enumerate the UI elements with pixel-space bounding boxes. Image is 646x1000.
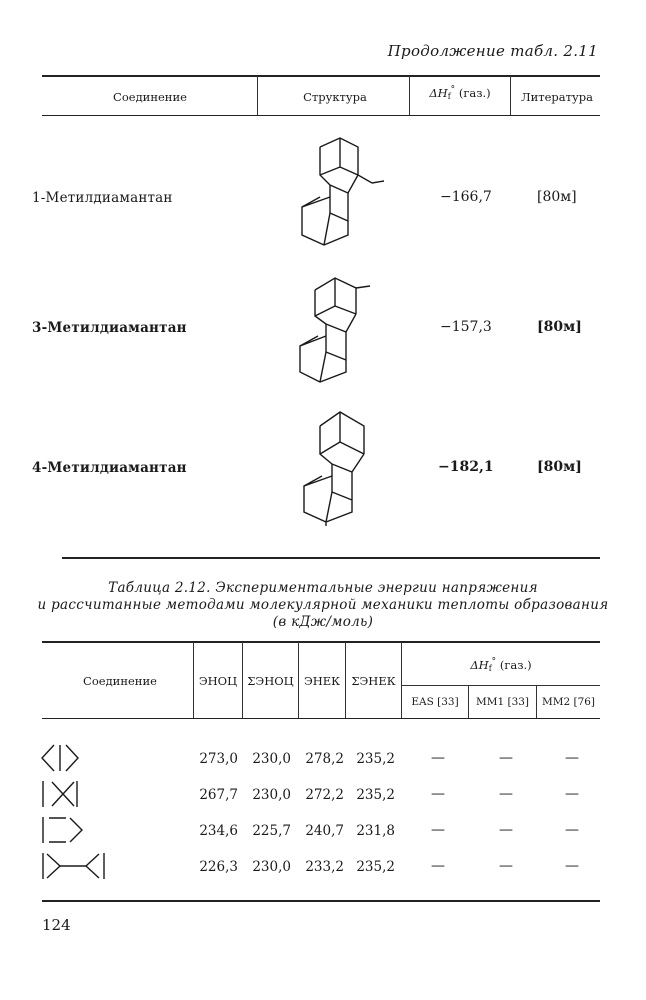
table2-header-mm2: MM2 [76] [541,696,596,708]
table1-header-dhf: $\Delta H_f^\circ$ (газ.) [429,85,491,101]
table2-row1-enek: 278,2 [305,751,344,767]
table2-row4-enoc: 226,3 [199,859,238,875]
table2-row1-sum-enek: 235,2 [356,751,395,767]
continuation-caption: Продолжение табл. 2.11 [387,42,598,60]
table2-row3-enek: 240,7 [305,823,344,839]
table2-row3-sum-enoc: 225,7 [252,823,291,839]
table2-header-enoc: ЭНОЦ [198,674,238,688]
table2-caption-line3: (в кДж/моль) [272,614,374,630]
structure-row2 [40,778,80,810]
table2-row3-sum-enek: 231,8 [356,823,395,839]
table1-row3-literature: [80м] [537,459,582,475]
table2-row3-enoc: 234,6 [199,823,238,839]
table2-header-dhf: $\Delta H_f^\circ$ (газ.) [470,657,532,673]
table1-header-rule [42,115,600,116]
table1-header-literature: Литература [521,90,593,104]
table2-bottom-rule [42,900,600,902]
table1-row1-value: −166,7 [440,189,492,205]
table1-bottom-rule [62,557,600,559]
table2-row2-sum-enoc: 230,0 [252,787,291,803]
table2-header-compound: Соединение [83,674,157,688]
table2-row4-eas: — [431,858,445,874]
table1-row2-value: −157,3 [440,319,492,335]
table2-header-enek: ЭНЕК [303,674,341,688]
table2-header-rule [42,718,600,719]
table2-row1-mm2: — [565,750,579,766]
table2-caption-line2: и рассчитанные методами молекулярной механики теплоты образования [37,597,609,613]
table2-row1-sum-enoc: 230,0 [252,751,291,767]
table2-row2-mm1: — [499,786,513,802]
structure-3-methyldiamantane [290,272,390,387]
table2-header-mm1: MM1 [33] [475,696,530,708]
table2-row4-sum-enoc: 230,0 [252,859,291,875]
table2-row1-mm1: — [499,750,513,766]
table2-row4-sum-enek: 235,2 [356,859,395,875]
table2-row2-enek: 272,2 [305,787,344,803]
table1-top-rule [42,75,600,77]
table2-row4-enek: 233,2 [305,859,344,875]
table2-header-sum-enek: ΣЭНЕК [351,674,396,688]
table1-row1-literature: [80м] [537,189,577,205]
table2-row3-mm1: — [499,822,513,838]
table1-vline-3 [510,76,511,115]
table1-row2-name: 3-Метилдиамантан [32,320,187,336]
structure-row4 [40,850,110,882]
table2-row4-mm2: — [565,858,579,874]
table2-top-rule [42,641,600,643]
table2-row3-eas: — [431,822,445,838]
table1-row1-name: 1-Метилдиамантан [32,190,173,206]
structure-row3 [40,814,84,846]
table1-header-compound: Соединение [113,90,187,104]
table2-header-eas: EAS [33] [411,696,459,708]
table1-row3-name: 4-Метилдиамантан [32,460,187,476]
table2-row2-eas: — [431,786,445,802]
table1-row2-literature: [80м] [537,319,582,335]
page-number: 124 [42,916,71,934]
table2-caption-line1: Таблица 2.12. Экспериментальные энергии напряжения [108,580,538,596]
table1-row3-value: −182,1 [438,459,494,475]
table1-header-structure: Структура [303,90,367,104]
table1-vline-1 [257,76,258,115]
table2-row1-eas: — [431,750,445,766]
structure-4-methyldiamantane [290,408,390,528]
structure-1-methyldiamantane [290,135,390,255]
table2-header-sum-enoc: ΣЭНОЦ [247,674,294,688]
structure-row1 [40,742,80,774]
table2-row2-enoc: 267,7 [199,787,238,803]
table2-row2-sum-enek: 235,2 [356,787,395,803]
table2-row4-mm1: — [499,858,513,874]
table2-dhf-subrule [402,685,600,686]
table2-row3-mm2: — [565,822,579,838]
table2-row1-enoc: 273,0 [199,751,238,767]
table2-row2-mm2: — [565,786,579,802]
